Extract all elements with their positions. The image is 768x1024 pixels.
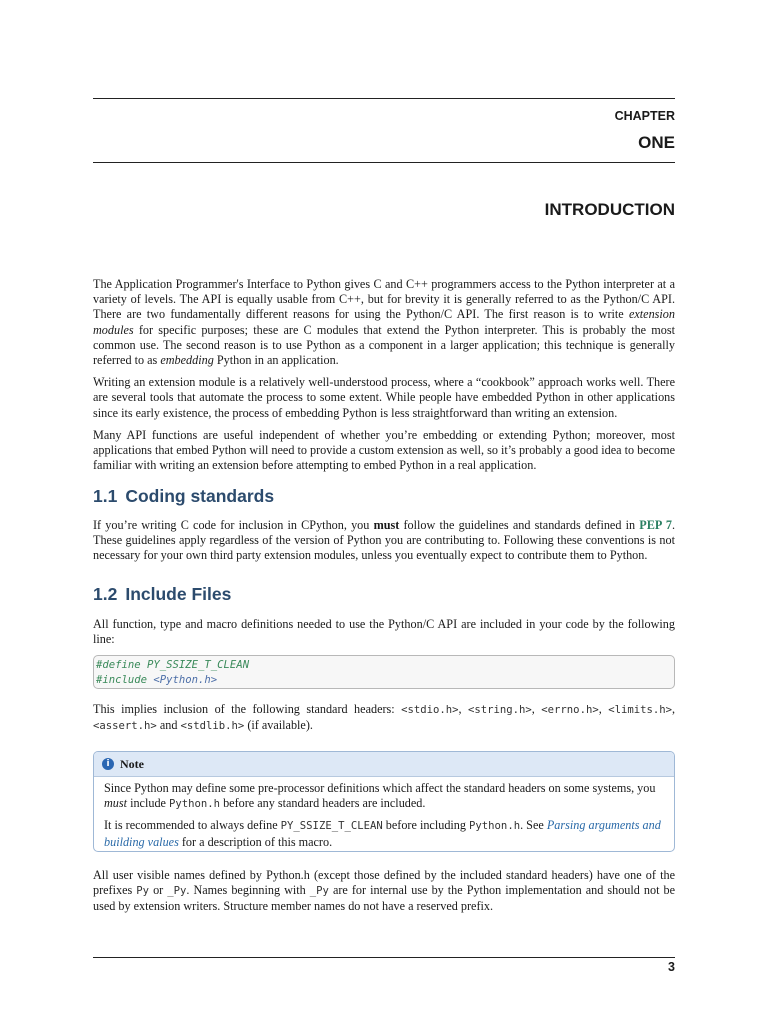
- note-paragraph-1: Since Python may define some pre-processor definitions which affect the standard headers on some systems, you must include Python.h before any standard headers are included.: [104, 781, 656, 811]
- prefixes-paragraph: All user visible names defined by Python.h (except those defined by the included standard headers) have one of the prefixes Py or _Py. Names beginning with _Py are for internal use by the Python implementation and should not be used by extension writers. Structure member names do not have a reserved prefix.: [93, 868, 675, 914]
- chapter-title: INTRODUCTION: [544, 200, 675, 219]
- code-block: [93, 655, 675, 689]
- footer-rule: [93, 957, 675, 958]
- chapter-number: ONE: [638, 133, 675, 152]
- coding-standards-paragraph: If you’re writing C code for inclusion in CPython, you must follow the guidelines and standards defined in PEP 7. These guidelines apply regardless of the version of Python you are contributing to. Following these conventions is not necessary for your own third party extension modules, unless you eventually expect to contribute them to Python.: [93, 518, 675, 563]
- note-box: [93, 751, 675, 852]
- note-title: Note: [120, 756, 144, 771]
- intro-paragraph-3: Many API functions are useful independent of whether you’re embedding or extending Python; moreover, most applications that embed Python will need to provide a custom extension as well, so it’s probably a good idea to become familiar with writing an extension before attempting to embed Python in a real application.: [93, 427, 675, 473]
- note-body: [94, 777, 674, 850]
- code-line-include: #include <Python.h>: [96, 674, 218, 686]
- standard-headers-paragraph: This implies inclusion of the following standard headers: <stdio.h>, <string.h>, <errno.h>, <limits.h>, <assert.h> and <stdlib.h> (if available).: [93, 702, 676, 733]
- note-paragraph-2: It is recommended to always define PY_SSIZE_T_CLEAN before including Python.h. See Parsing arguments and building values for a description of this macro.: [104, 818, 661, 849]
- page-number: 3: [668, 960, 675, 974]
- note-header: [94, 752, 674, 777]
- intro-paragraph-2: Writing an extension module is a relatively well-understood process, where a “cookbook” approach works well. There are several tools that automate the process to some extent. While people have embedded Python in other applications since its early existence, the process of embedding Python is less straightforward than writing an extension.: [93, 375, 675, 420]
- info-icon: i: [102, 758, 114, 770]
- intro-paragraph-1: The Application Programmer's Interface to Python gives C and C++ programmers access to the Python interpreter at a variety of levels. The API is equally usable from C++, but for brevity it is generally referred to as the Python/C API. There are two fundamentally different reasons for using the Python/C API. The first reason is to write extension modules for specific purposes; these are C modules that extend the Python interpreter. This is probably the most common use. The second reason is to use Python as a component in a larger application; this technique is generally referred to as embedding Python in an application.: [93, 277, 675, 368]
- code-line-define: #define PY_SSIZE_T_CLEAN: [96, 659, 250, 671]
- pep-7-link[interactable]: PEP 7: [639, 518, 672, 532]
- top-rule: [93, 98, 675, 99]
- chapter-rule: [93, 162, 675, 163]
- standard-headers-text: [93, 702, 675, 734]
- section-heading-include-files: 1.2 Include Files: [93, 584, 232, 604]
- include-files-paragraph: All function, type and macro definitions needed to use the Python/C API are included in your code by the following line:: [93, 617, 675, 647]
- chapter-label: CHAPTER: [614, 109, 675, 123]
- section-heading-coding-standards: 1.1 Coding standards: [93, 486, 275, 506]
- intro-text: [93, 277, 675, 473]
- parsing-arguments-link[interactable]: Parsing arguments and building values: [104, 818, 661, 849]
- coding-standards-text: [93, 518, 675, 564]
- include-files-intro: [93, 617, 675, 647]
- prefixes-text: [93, 868, 675, 915]
